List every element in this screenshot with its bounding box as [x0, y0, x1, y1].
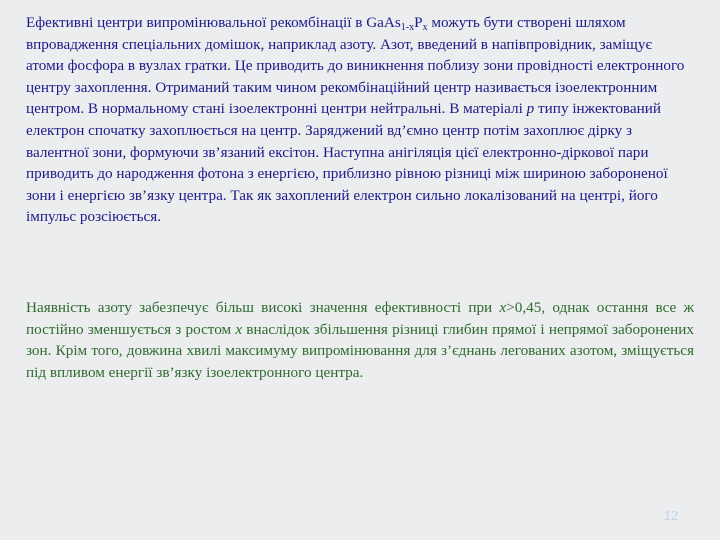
p2-text-b: >0,45, однак остання все ж постійно зменшується з ростом	[26, 299, 694, 338]
var-x-2: х	[235, 320, 243, 338]
p1-lead-text: Ефективні центри випромінювальної рекомбінації в	[26, 14, 367, 31]
p-type-italic: р	[526, 100, 535, 118]
var-x-1: x	[499, 299, 507, 316]
p1-body-b: типу інжектований електрон спочатку захоплюється на центр. Заряджений вд’ємно центр потім захоплює дірку з валентної зони, формуючи зв’язаний ексітон. Наступна анігіляція цієї електронно-діркової пари приводить до народження фотона з енергією, приблизно рівною різниці між шириною забороненої зони і енергією зв’язку центра. Так як захоплений електрон сильно локалізований на центрі, його імпульс розсіюється.	[26, 100, 668, 226]
formula-base-gaas: GaAs	[366, 14, 401, 31]
formula-sub-1-x: 1-x	[400, 22, 415, 33]
p2-text-a: Наявність азоту забезпечує більш високі значення ефективності при	[26, 299, 500, 316]
formula-base-p: P	[414, 14, 423, 31]
p2-text-c: внаслідок збільшення різниці глибин прямої і непрямої заборонених зон. Крім того, довжина хвилі максимуму випромінювання для з’єднань легованих азотом, зміщується під впливом енергії зв’язку ізоелектронного центра.	[26, 320, 694, 381]
paragraph-nitrogen-efficiency	[26, 297, 694, 383]
formula-gaas-p	[366, 14, 427, 31]
paragraph-isoelectronic-centers	[26, 12, 686, 228]
page-number: 12	[663, 508, 679, 523]
formula-sub-x: x	[422, 22, 428, 33]
p1-body-a: можуть бути створені шляхом впровадження спеціальних домішок, наприклад азоту. Азот, введений в напівпровідник, заміщує атоми фосфора в вузлах гратки. Це приводить до виникнення поблизу зони провідності електронного центру захоплення. Отриманий таким чином рекомбінаційний центр називається ізоелектронним центром. В нормальному стані ізоелектронні центри нейтральні. В матеріалі	[26, 14, 685, 118]
